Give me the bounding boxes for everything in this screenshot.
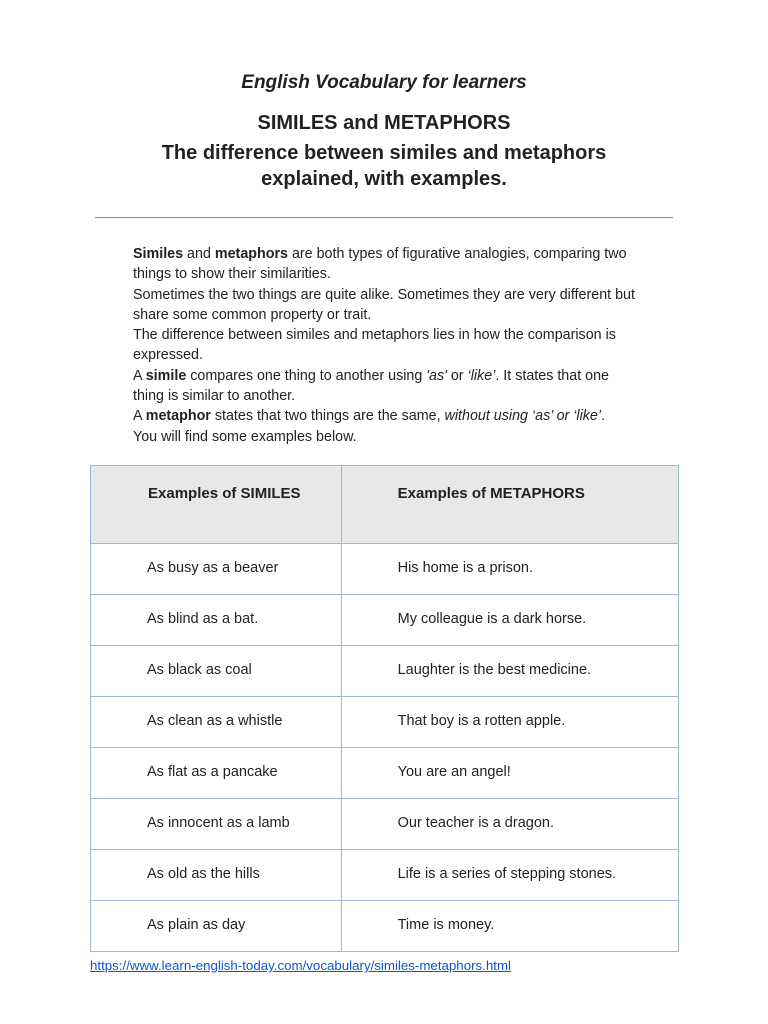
table-row	[91, 646, 679, 697]
metaphor-text: His home is a prison.	[397, 560, 533, 576]
header-metaphors-label: Examples of METAPHORS	[397, 485, 585, 502]
table-row	[91, 901, 679, 952]
source-url-link[interactable]: https://www.learn-english-today.com/vocabulary/similes-metaphors.html	[90, 958, 511, 973]
table-row	[91, 748, 679, 799]
term-simile: simile	[145, 367, 187, 384]
header-metaphors	[341, 466, 678, 544]
intro-text-span: and	[183, 246, 215, 262]
table-row	[91, 595, 679, 646]
intro-paragraph-1	[133, 244, 643, 285]
document-subtitle: English Vocabulary for learners	[241, 72, 527, 93]
term-similes: Similes	[133, 246, 184, 262]
metaphor-cell	[341, 799, 678, 850]
intro-paragraph-2: Sometimes the two things are quite alike. Sometimes they are very different but share some common property or trait.	[133, 286, 635, 323]
simile-cell	[91, 697, 342, 748]
metaphor-text: Our teacher is a dragon.	[397, 815, 554, 831]
metaphor-cell	[341, 646, 678, 697]
document-header	[0, 70, 768, 192]
simile-cell	[91, 595, 342, 646]
metaphor-cell	[341, 748, 678, 799]
simile-text: As flat as a pancake	[147, 764, 278, 780]
intro-text	[133, 244, 643, 447]
heading-line-1: The difference between similes and metaphors	[161, 142, 607, 164]
heading-line-2: explained, with examples.	[261, 168, 507, 190]
simile-text: As busy as a beaver	[147, 560, 279, 576]
intro-text-span: . It states that one thing is similar to another.	[133, 367, 609, 405]
metaphor-text: Laughter is the best medicine.	[397, 662, 592, 678]
intro-text-span: or	[446, 367, 468, 384]
metaphor-cell	[341, 850, 678, 901]
simile-text: As black as coal	[147, 662, 252, 678]
intro-emphasis: without using ‘as’ or ‘like’	[444, 408, 602, 425]
table-row	[91, 544, 679, 595]
metaphor-text: My colleague is a dark horse.	[397, 611, 587, 627]
simile-cell	[91, 544, 342, 595]
table-row	[91, 799, 679, 850]
metaphor-text: That boy is a rotten apple.	[397, 713, 566, 729]
intro-paragraph-3: The difference between similes and metaphors lies in how the comparison is expressed.	[133, 327, 616, 364]
metaphor-text: Time is money.	[397, 917, 495, 933]
metaphor-cell	[341, 901, 678, 952]
simile-cell	[91, 748, 342, 799]
header-similes	[91, 466, 342, 544]
intro-paragraph-5	[133, 406, 643, 426]
simile-text: As innocent as a lamb	[147, 815, 290, 831]
simile-text: As old as the hills	[147, 866, 260, 882]
header-similes-label: Examples of SIMILES	[148, 485, 301, 502]
metaphor-text: Life is a series of stepping stones.	[397, 866, 617, 882]
term-like: ‘like’	[467, 367, 496, 384]
document-heading	[0, 140, 768, 192]
intro-text-span: A	[133, 367, 146, 384]
simile-cell	[91, 901, 342, 952]
metaphor-cell	[341, 544, 678, 595]
simile-cell	[91, 799, 342, 850]
simile-cell	[91, 646, 342, 697]
simile-text: As blind as a bat.	[147, 611, 259, 627]
intro-text-span: states that two things are the same,	[210, 408, 445, 425]
metaphor-cell	[341, 595, 678, 646]
simile-text: As plain as day	[147, 917, 246, 933]
table-row	[91, 850, 679, 901]
intro-text-span: .	[601, 408, 606, 425]
term-metaphors: metaphors	[214, 246, 288, 262]
examples-table	[90, 465, 679, 952]
metaphor-text: You are an angel!	[397, 764, 511, 780]
intro-text-span: compares one thing to another using	[186, 367, 427, 384]
simile-cell	[91, 850, 342, 901]
intro-text-span: are both types of figurative analogies, comparing two things to show their similarities.	[133, 246, 627, 283]
document-title: SIMILES and METAPHORS	[257, 112, 511, 134]
horizontal-divider	[95, 217, 673, 218]
term-as: 'as'	[426, 367, 447, 384]
metaphor-cell	[341, 697, 678, 748]
table-header-row	[91, 466, 679, 544]
intro-text-span: A	[133, 408, 146, 425]
simile-text: As clean as a whistle	[147, 713, 283, 729]
intro-paragraph-6: You will find some examples below.	[133, 428, 357, 445]
term-metaphor: metaphor	[145, 408, 211, 425]
table-row	[91, 697, 679, 748]
intro-paragraph-4	[133, 366, 643, 407]
